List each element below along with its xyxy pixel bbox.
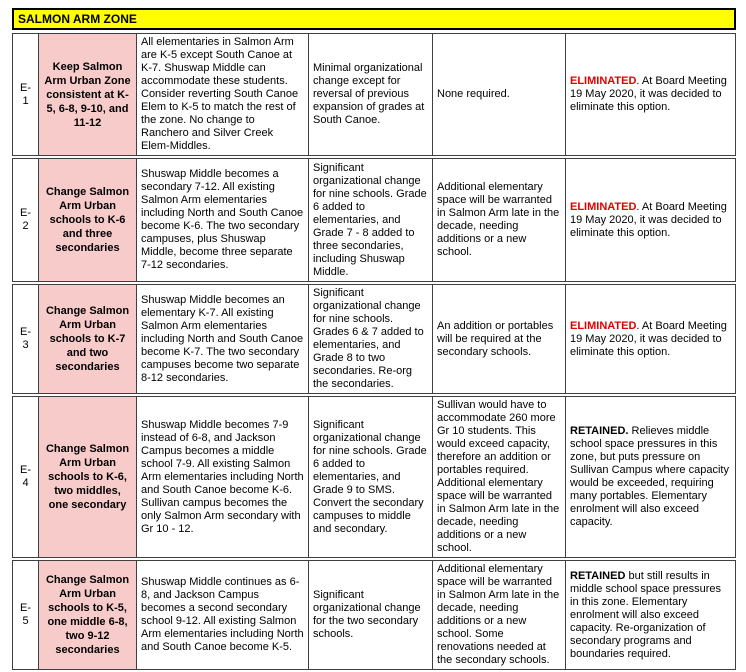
status-keyword: ELIMINATED [570, 200, 637, 213]
option-id: E-1 [12, 33, 38, 156]
option-status [565, 396, 736, 558]
option-id: E-3 [12, 284, 38, 394]
status-keyword: RETAINED. [570, 425, 629, 437]
option-description: Shuswap Middle becomes a secondary 7-12. All existing Salmon Arm elementaries including North and South Canoe become K-6. The two secondary campuses, plus Shuswap Middle, become three separate 7-12 secondaries. [136, 158, 308, 282]
table-row-e4 [12, 396, 736, 558]
status-detail: . At Board Meeting 19 May 2020, it was decided to eliminate this option. [570, 75, 727, 113]
option-status [565, 33, 736, 156]
option-status [565, 284, 736, 394]
status-keyword: ELIMINATED [570, 319, 637, 332]
option-space-impact: An addition or portables will be required at the secondary schools. [432, 284, 565, 394]
option-description: Shuswap Middle becomes an elementary K-7. All existing Salmon Arm elementaries including North and South Canoe become K-7. The two secondary campuses become two separate 8-12 secondaries. [136, 284, 308, 394]
option-id: E-5 [12, 560, 38, 670]
status-detail: . At Board Meeting 19 May 2020, it was decided to eliminate this option. [570, 200, 727, 239]
status-detail: Relieves middle school space pressures in this zone, but puts pressure on Sullivan Campus where capacity would be exceeded, requiring many portables. Elementary enrolment will also exceed capacity. [570, 425, 729, 528]
option-id: E-2 [12, 158, 38, 282]
option-org-change: Significant organizational change for nine schools. Grade 6 added to elementaries, and Grade 7 - 8 added to three secondaries, including Shuswap Middle. [308, 158, 432, 282]
table-row-e1 [12, 33, 736, 156]
option-space-impact: None required. [432, 33, 565, 156]
option-org-change: Significant organizational change for nine schools. Grade 6 added to elementaries, and Grade 9 to SMS. Convert the secondary campuses to middle and secondary. [308, 396, 432, 558]
status-keyword: RETAINED [570, 569, 626, 582]
option-title: Change Salmon Arm Urban schools to K-5, one middle 6-8, two 9-12 secondaries [38, 560, 136, 670]
status-keyword: ELIMINATED [570, 75, 637, 87]
option-org-change: Significant organizational change for the two secondary schools. [308, 560, 432, 670]
table-row-e2 [12, 158, 736, 282]
option-space-impact: Additional elementary space will be warranted in Salmon Arm late in the decade, needing additions or a new school. [432, 158, 565, 282]
option-status [565, 560, 736, 670]
status-detail: but still results in middle school space pressures in this zone. Elementary enrolment will also exceed capacity. Re-organization of secondary programs and boundaries required. [570, 569, 722, 660]
table-row-e5 [12, 560, 736, 670]
table-row-e3 [12, 284, 736, 394]
option-org-change: Minimal organizational change except for reversal of previous expansion of grades at South Canoe. [308, 33, 432, 156]
option-org-change: Significant organizational change for nine schools. Grades 6 & 7 added to elementaries, and Grade 8 to two secondaries. Re-org the secondaries. [308, 284, 432, 394]
option-description: All elementaries in Salmon Arm are K-5 except South Canoe at K-7. Shuswap Middle can accommodate these students. Consider reverting South Canoe Elem to K-5 to match the rest of the zone. No change to Ranchero and Silver Creek Elem-Middles. [136, 33, 308, 156]
option-space-impact: Sullivan would have to accommodate 260 more Gr 10 students. This would exceed capacity, therefore an addition or portables required. Additional elementary space will be warranted in Salmon Arm late in the decade, needing additions or a new school. [432, 396, 565, 558]
option-id: E-4 [12, 396, 38, 558]
options-table [12, 31, 736, 672]
option-description: Shuswap Middle becomes 7-9 instead of 6-8, and Jackson Campus becomes a middle school 7-9. All existing Salmon Arm elementaries including North and South Canoe become K-6. Sullivan campus becomes the only Salmon Arm secondary with Gr 10 - 12. [136, 396, 308, 558]
status-detail: . At Board Meeting 19 May 2020, it was decided to eliminate this option. [570, 319, 727, 358]
option-title: Change Salmon Arm Urban schools to K-6, two middles, one secondary [38, 396, 136, 558]
zone-title: SALMON ARM ZONE [18, 12, 137, 26]
option-title: Change Salmon Arm Urban schools to K-6 and three secondaries [38, 158, 136, 282]
option-status [565, 158, 736, 282]
option-title: Change Salmon Arm Urban schools to K-7 and two secondaries [38, 284, 136, 394]
option-title: Keep Salmon Arm Urban Zone consistent at K-5, 6-8, 9-10, and 11-12 [38, 33, 136, 156]
option-space-impact: Additional elementary space will be warranted in Salmon Arm late in the decade, needing additions or a new school. Some renovations needed at the secondary schools. [432, 560, 565, 670]
option-description: Shuswap Middle continues as 6-8, and Jackson Campus becomes a second secondary school 9-12. All existing Salmon Arm elementaries including North and South Canoe become K-5. [136, 560, 308, 670]
zone-header [12, 8, 736, 30]
